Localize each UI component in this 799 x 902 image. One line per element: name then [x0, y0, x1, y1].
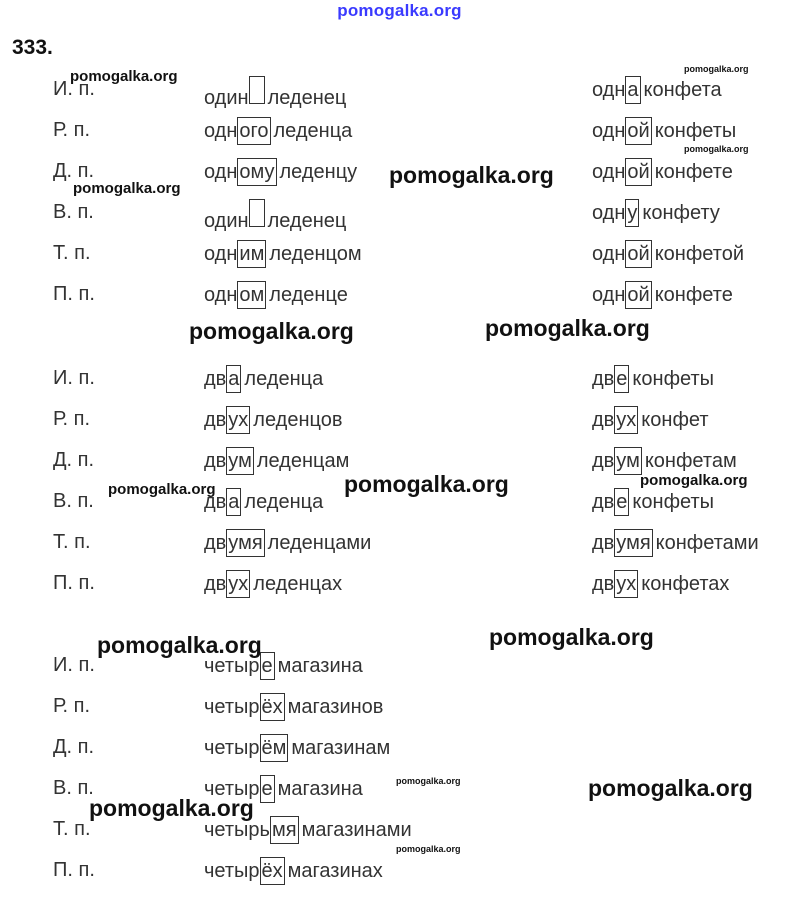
- word-stem: одн: [592, 120, 626, 142]
- watermark-text: pomogalka.org: [108, 481, 216, 498]
- noun-word: магазинов: [287, 696, 384, 718]
- noun-word: леденцами: [267, 532, 372, 554]
- word-stem: одн: [592, 243, 626, 265]
- case-label: В. п.: [53, 777, 94, 799]
- noun-word: конфету: [642, 202, 720, 224]
- ending-box: ёх: [260, 857, 285, 885]
- case-label: П. п.: [53, 859, 95, 881]
- masculine-phrase: [204, 76, 346, 111]
- feminine-phrase: [592, 488, 714, 516]
- noun-word: конфетой: [654, 243, 744, 265]
- watermark-text: pomogalka.org: [640, 472, 748, 489]
- noun-word: магазинам: [291, 737, 391, 759]
- masculine-phrase: [204, 281, 348, 309]
- word-stem: один: [204, 210, 249, 232]
- noun-word: магазинами: [301, 819, 412, 841]
- ending-box: умя: [226, 529, 264, 557]
- watermark-text: pomogalka.org: [396, 776, 461, 786]
- ending-box: ому: [237, 158, 276, 186]
- noun-word: леденцов: [253, 409, 343, 431]
- ending-box: им: [237, 240, 266, 268]
- ending-box: ух: [226, 570, 250, 598]
- ending-box: мя: [270, 816, 299, 844]
- masculine-phrase: [204, 199, 346, 234]
- watermark-text: pomogalka.org: [70, 68, 178, 85]
- word-stem: одн: [204, 161, 238, 183]
- word-stem: дв: [592, 450, 615, 472]
- watermark-text: pomogalka.org: [97, 632, 262, 658]
- noun-word: леденец: [267, 87, 347, 109]
- word-stem: четыр: [204, 737, 260, 759]
- case-label: Д. п.: [53, 160, 95, 182]
- case-label: В. п.: [53, 490, 94, 512]
- case-label: И. п.: [53, 78, 95, 100]
- feminine-phrase: [592, 281, 733, 309]
- noun-word: леденца: [244, 368, 324, 390]
- watermark-text: pomogalka.org: [189, 318, 354, 344]
- word-stem: четыр: [204, 778, 260, 800]
- feminine-phrase: [592, 529, 759, 557]
- ending-box: ух: [614, 406, 638, 434]
- word-stem: дв: [204, 491, 227, 513]
- case-label: И. п.: [53, 367, 95, 389]
- ending-box: ум: [614, 447, 642, 475]
- watermark-text: pomogalka.org: [396, 844, 461, 854]
- ending-box: ой: [625, 281, 651, 309]
- case-label: Р. п.: [53, 695, 91, 717]
- feminine-phrase: [592, 365, 714, 393]
- masculine-phrase: [204, 488, 323, 516]
- case-label: Д. п.: [53, 449, 95, 471]
- ending-box: е: [614, 365, 629, 393]
- ending-box: ух: [614, 570, 638, 598]
- word-stem: одн: [592, 202, 626, 224]
- feminine-phrase: [592, 76, 722, 104]
- noun-word: леденцом: [269, 243, 362, 265]
- feminine-phrase: [592, 199, 720, 227]
- case-label: И. п.: [53, 654, 95, 676]
- noun-word: конфете: [654, 284, 733, 306]
- ending-box: [249, 76, 265, 104]
- case-label: Р. п.: [53, 408, 91, 430]
- case-label: П. п.: [53, 283, 95, 305]
- watermark-text: pomogalka.org: [89, 795, 254, 821]
- noun-word: леденца: [244, 491, 324, 513]
- word-stem: дв: [592, 532, 615, 554]
- ending-box: е: [614, 488, 629, 516]
- ending-box: а: [226, 488, 241, 516]
- noun-word: леденцах: [253, 573, 343, 595]
- masculine-phrase: [204, 406, 342, 434]
- word-stem: одн: [204, 284, 238, 306]
- watermark-text: pomogalka.org: [489, 624, 654, 650]
- word-stem: дв: [204, 368, 227, 390]
- word-stem: четыр: [204, 860, 260, 882]
- noun-word: магазинах: [287, 860, 383, 882]
- ending-box: ёх: [260, 693, 285, 721]
- word-stem: дв: [204, 409, 227, 431]
- noun-word: конфета: [643, 79, 722, 101]
- noun-word: леденцу: [279, 161, 358, 183]
- ending-box: а: [625, 76, 640, 104]
- masculine-phrase: [204, 857, 383, 885]
- masculine-phrase: [204, 447, 349, 475]
- masculine-phrase: [204, 158, 357, 186]
- noun-word: конфете: [654, 161, 733, 183]
- noun-word: леденце: [269, 284, 348, 306]
- ending-box: а: [226, 365, 241, 393]
- masculine-phrase: [204, 734, 390, 762]
- ending-box: ой: [625, 240, 651, 268]
- noun-word: леденца: [273, 120, 353, 142]
- noun-word: леденцам: [256, 450, 350, 472]
- word-stem: одн: [204, 120, 238, 142]
- masculine-phrase: [204, 117, 352, 145]
- noun-word: конфеты: [632, 368, 715, 390]
- watermark-text: pomogalka.org: [73, 180, 181, 197]
- feminine-phrase: [592, 570, 729, 598]
- task-number: 333.: [12, 36, 53, 59]
- word-stem: одн: [204, 243, 238, 265]
- masculine-phrase: [204, 365, 323, 393]
- word-stem: одн: [592, 284, 626, 306]
- case-label: П. п.: [53, 572, 95, 594]
- watermark-text: pomogalka.org: [344, 471, 509, 497]
- ending-box: е: [260, 652, 275, 680]
- ending-box: ом: [237, 281, 266, 309]
- ending-box: [249, 199, 265, 227]
- word-stem: четырь: [204, 819, 270, 841]
- noun-word: конфетам: [644, 450, 737, 472]
- feminine-phrase: [592, 406, 709, 434]
- case-label: Т. п.: [53, 531, 91, 553]
- noun-word: конфет: [641, 409, 709, 431]
- watermark-text: pomogalka.org: [684, 144, 749, 154]
- noun-word: конфетах: [641, 573, 730, 595]
- feminine-phrase: [592, 240, 744, 268]
- word-stem: дв: [204, 573, 227, 595]
- case-label: Д. п.: [53, 736, 95, 758]
- ending-box: ого: [237, 117, 270, 145]
- watermark-text: pomogalka.org: [588, 775, 753, 801]
- watermark-text: pomogalka.org: [684, 64, 749, 74]
- feminine-phrase: [592, 158, 733, 186]
- ending-box: ой: [625, 117, 651, 145]
- ending-box: ух: [226, 406, 250, 434]
- word-stem: дв: [204, 532, 227, 554]
- word-stem: дв: [592, 573, 615, 595]
- word-stem: дв: [592, 491, 615, 513]
- watermark-text: pomogalka.org: [389, 162, 554, 188]
- masculine-phrase: [204, 693, 383, 721]
- masculine-phrase: [204, 570, 342, 598]
- word-stem: четыр: [204, 655, 260, 677]
- case-label: В. п.: [53, 201, 94, 223]
- case-label: Р. п.: [53, 119, 91, 141]
- word-stem: одн: [592, 161, 626, 183]
- word-stem: одн: [592, 79, 626, 101]
- feminine-phrase: [592, 117, 736, 145]
- noun-word: конфетами: [655, 532, 759, 554]
- ending-box: ём: [260, 734, 289, 762]
- ending-box: е: [260, 775, 275, 803]
- noun-word: магазина: [277, 655, 363, 677]
- feminine-phrase: [592, 447, 737, 475]
- watermark-text: pomogalka.org: [485, 315, 650, 341]
- case-label: Т. п.: [53, 818, 91, 840]
- site-header: pomogalka.org: [337, 1, 462, 20]
- noun-word: магазина: [277, 778, 363, 800]
- word-stem: один: [204, 87, 249, 109]
- word-stem: дв: [592, 368, 615, 390]
- ending-box: умя: [614, 529, 652, 557]
- ending-box: ум: [226, 447, 254, 475]
- word-stem: четыр: [204, 696, 260, 718]
- ending-box: у: [625, 199, 639, 227]
- noun-word: конфеты: [632, 491, 715, 513]
- word-stem: дв: [204, 450, 227, 472]
- masculine-phrase: [204, 240, 362, 268]
- case-label: Т. п.: [53, 242, 91, 264]
- word-stem: дв: [592, 409, 615, 431]
- noun-word: леденец: [267, 210, 347, 232]
- ending-box: ой: [625, 158, 651, 186]
- noun-word: конфеты: [654, 120, 737, 142]
- masculine-phrase: [204, 529, 371, 557]
